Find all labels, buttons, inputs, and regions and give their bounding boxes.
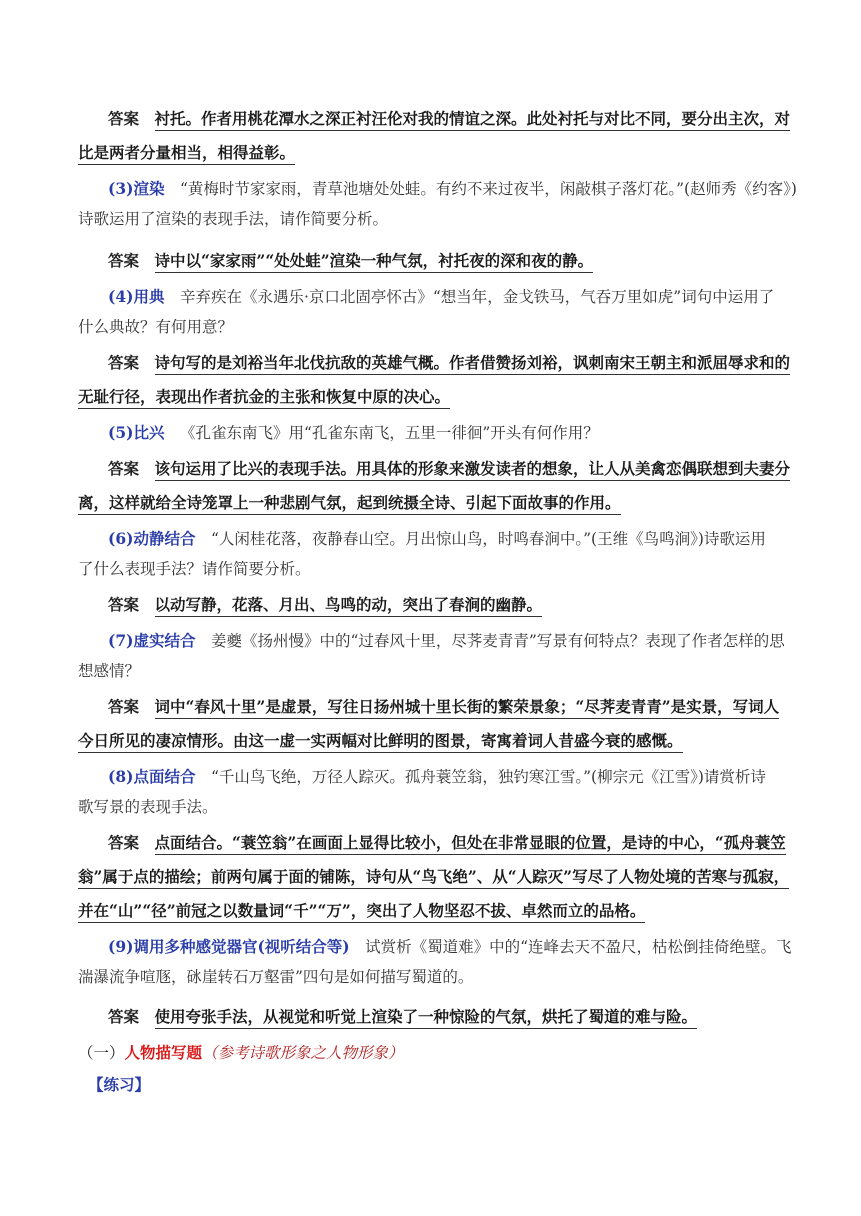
answer-line xyxy=(78,730,683,752)
answer-tag: 答案 xyxy=(108,595,140,614)
question-text: 试赏析《蜀道难》中的“连峰去天不盈尺，枯松倒挂倚绝壁。飞 xyxy=(365,938,792,956)
question-line xyxy=(78,316,233,338)
answer-line xyxy=(108,458,790,480)
answer-line xyxy=(108,832,786,854)
technique-label: (9)调用多种感觉器官(视听结合等) xyxy=(108,937,350,956)
answer-line xyxy=(78,866,789,888)
question-line xyxy=(78,966,473,988)
technique-label: (7)虚实结合 xyxy=(108,631,196,650)
answer-text: 离，这样就给全诗笼罩上一种悲剧气氛，起到统摄全诗、引起下面故事的作用。 xyxy=(78,493,621,515)
question-text: 诗歌运用了渲染的表现手法，请作简要分析。 xyxy=(78,210,389,228)
section-heading xyxy=(78,1042,404,1064)
question-line xyxy=(108,178,797,200)
answer-line xyxy=(108,352,790,374)
question-text: 姜夔《扬州慢》中的“过春风十里，尽荠麦青青”写景有何特点？表现了作者怎样的思 xyxy=(210,632,785,650)
question-line xyxy=(78,660,140,682)
section-note: （参考诗歌形象之人物形象） xyxy=(202,1044,404,1062)
question-text: 《孔雀东南飞》用“孔雀东南飞，五里一徘徊”开头有何作用？ xyxy=(179,424,599,442)
question-text: 了什么表现手法？请作简要分析。 xyxy=(78,560,311,578)
technique-label: (8)点面结合 xyxy=(108,767,196,786)
question-line xyxy=(78,208,388,230)
question-line xyxy=(78,796,218,818)
section-prefix: （一） xyxy=(78,1044,125,1062)
answer-text: 并在“山”“径”前冠之以数量词“千”“万”，突出了人物坚忍不拔、卓然而立的品格。 xyxy=(78,901,645,923)
answer-text: 今日所见的凄凉情形。由这一虚一实两幅对比鲜明的图景，寄寓着词人昔盛今衰的感慨。 xyxy=(78,731,683,753)
answer-text: 无耻行径，表现出作者抗金的主张和恢复中原的决心。 xyxy=(78,387,450,409)
question-line xyxy=(108,286,774,308)
question-text: “黄梅时节家家雨，青草池塘处处蛙。有约不来过夜半，闲敲棋子落灯花。”(赵师秀《约客》) xyxy=(179,180,797,198)
answer-text: 该句运用了比兴的表现手法。用具体的形象来激发读者的想象，让人从美禽恋偶联想到夫妻分 xyxy=(155,459,791,481)
question-line xyxy=(108,766,766,788)
question-line xyxy=(78,558,311,580)
question-text: 什么典故？有何用意？ xyxy=(78,318,234,336)
answer-text: 诗句写的是刘裕当年北伐抗敌的英雄气概。作者借赞扬刘裕，讽刺南宋王朝主和派屈辱求和的 xyxy=(155,353,791,375)
answer-line xyxy=(108,250,593,272)
answer-line xyxy=(78,492,621,514)
question-text: “千山鸟飞绝，万径人踪灭。孤舟蓑笠翁，独钓寒江雪。”(柳宗元《江雪》)请赏析诗 xyxy=(210,768,766,786)
question-line xyxy=(108,422,599,444)
answer-line xyxy=(108,1006,697,1028)
technique-label: (3)渲染 xyxy=(108,179,165,198)
technique-label: (6)动静结合 xyxy=(108,529,196,548)
answer-text: 使用夸张手法，从视觉和听觉上渲染了一种惊险的气氛，烘托了蜀道的难与险。 xyxy=(155,1007,698,1029)
question-text: “人闲桂花落，夜静春山空。月出惊山鸟，时鸣春涧中。”(王维《鸟鸣涧》)诗歌运用 xyxy=(210,530,766,548)
answer-text: 以动写静，花落、月出、鸟鸣的动，突出了春涧的幽静。 xyxy=(155,595,543,617)
answer-tag: 答案 xyxy=(108,833,140,852)
answer-text: 比是两者分量相当，相得益彰。 xyxy=(78,143,295,165)
question-text: 辛弃疾在《永遇乐·京口北固亭怀古》“想当年，金戈铁马，气吞万里如虎”词句中运用了 xyxy=(179,288,775,306)
answer-tag: 答案 xyxy=(108,1007,140,1026)
answer-tag: 答案 xyxy=(108,697,140,716)
answer-line xyxy=(78,900,645,922)
answer-line xyxy=(108,108,790,130)
question-text: 歌写景的表现手法。 xyxy=(78,798,218,816)
answer-text: 词中“春风十里”是虚景，写往日扬州城十里长街的繁荣景象；“尽荠麦青青”是实景，写词人 xyxy=(155,697,780,719)
question-line xyxy=(108,528,766,550)
answer-text: 衬托。作者用桃花潭水之深正衬汪伦对我的情谊之深。此处衬托与对比不同，要分出主次，对 xyxy=(155,109,791,131)
answer-tag: 答案 xyxy=(108,353,140,372)
answer-tag: 答案 xyxy=(108,459,140,478)
technique-label: (4)用典 xyxy=(108,287,165,306)
answer-line xyxy=(108,696,779,718)
answer-text: 点面结合。“蓑笠翁”在画面上显得比较小，但处在非常显眼的位置，是诗的中心，“孤舟蓑笠 xyxy=(155,833,786,855)
question-text: 想感情？ xyxy=(78,662,141,680)
technique-label: (5)比兴 xyxy=(108,423,165,442)
question-line xyxy=(108,936,792,958)
answer-line xyxy=(108,594,542,616)
answer-text: 翁”属于点的描绘；前两句属于面的铺陈，诗句从“鸟飞绝”、从“人踪灭”写尽了人物处境的苦寒与孤寂， xyxy=(78,867,789,889)
practice-heading: 【练习】 xyxy=(88,1075,151,1094)
question-line xyxy=(108,630,785,652)
answer-line xyxy=(78,142,295,164)
answer-tag: 答案 xyxy=(108,251,140,270)
question-text: 湍瀑流争喧豗，砯崖转石万壑雷”四句是如何描写蜀道的。 xyxy=(78,968,474,986)
answer-line xyxy=(78,386,450,408)
answer-text: 诗中以“家家雨”“处处蛙”渲染一种气氛，衬托夜的深和夜的静。 xyxy=(155,251,594,273)
answer-tag: 答案 xyxy=(108,109,140,128)
section-title: 人物描写题 xyxy=(124,1043,203,1062)
